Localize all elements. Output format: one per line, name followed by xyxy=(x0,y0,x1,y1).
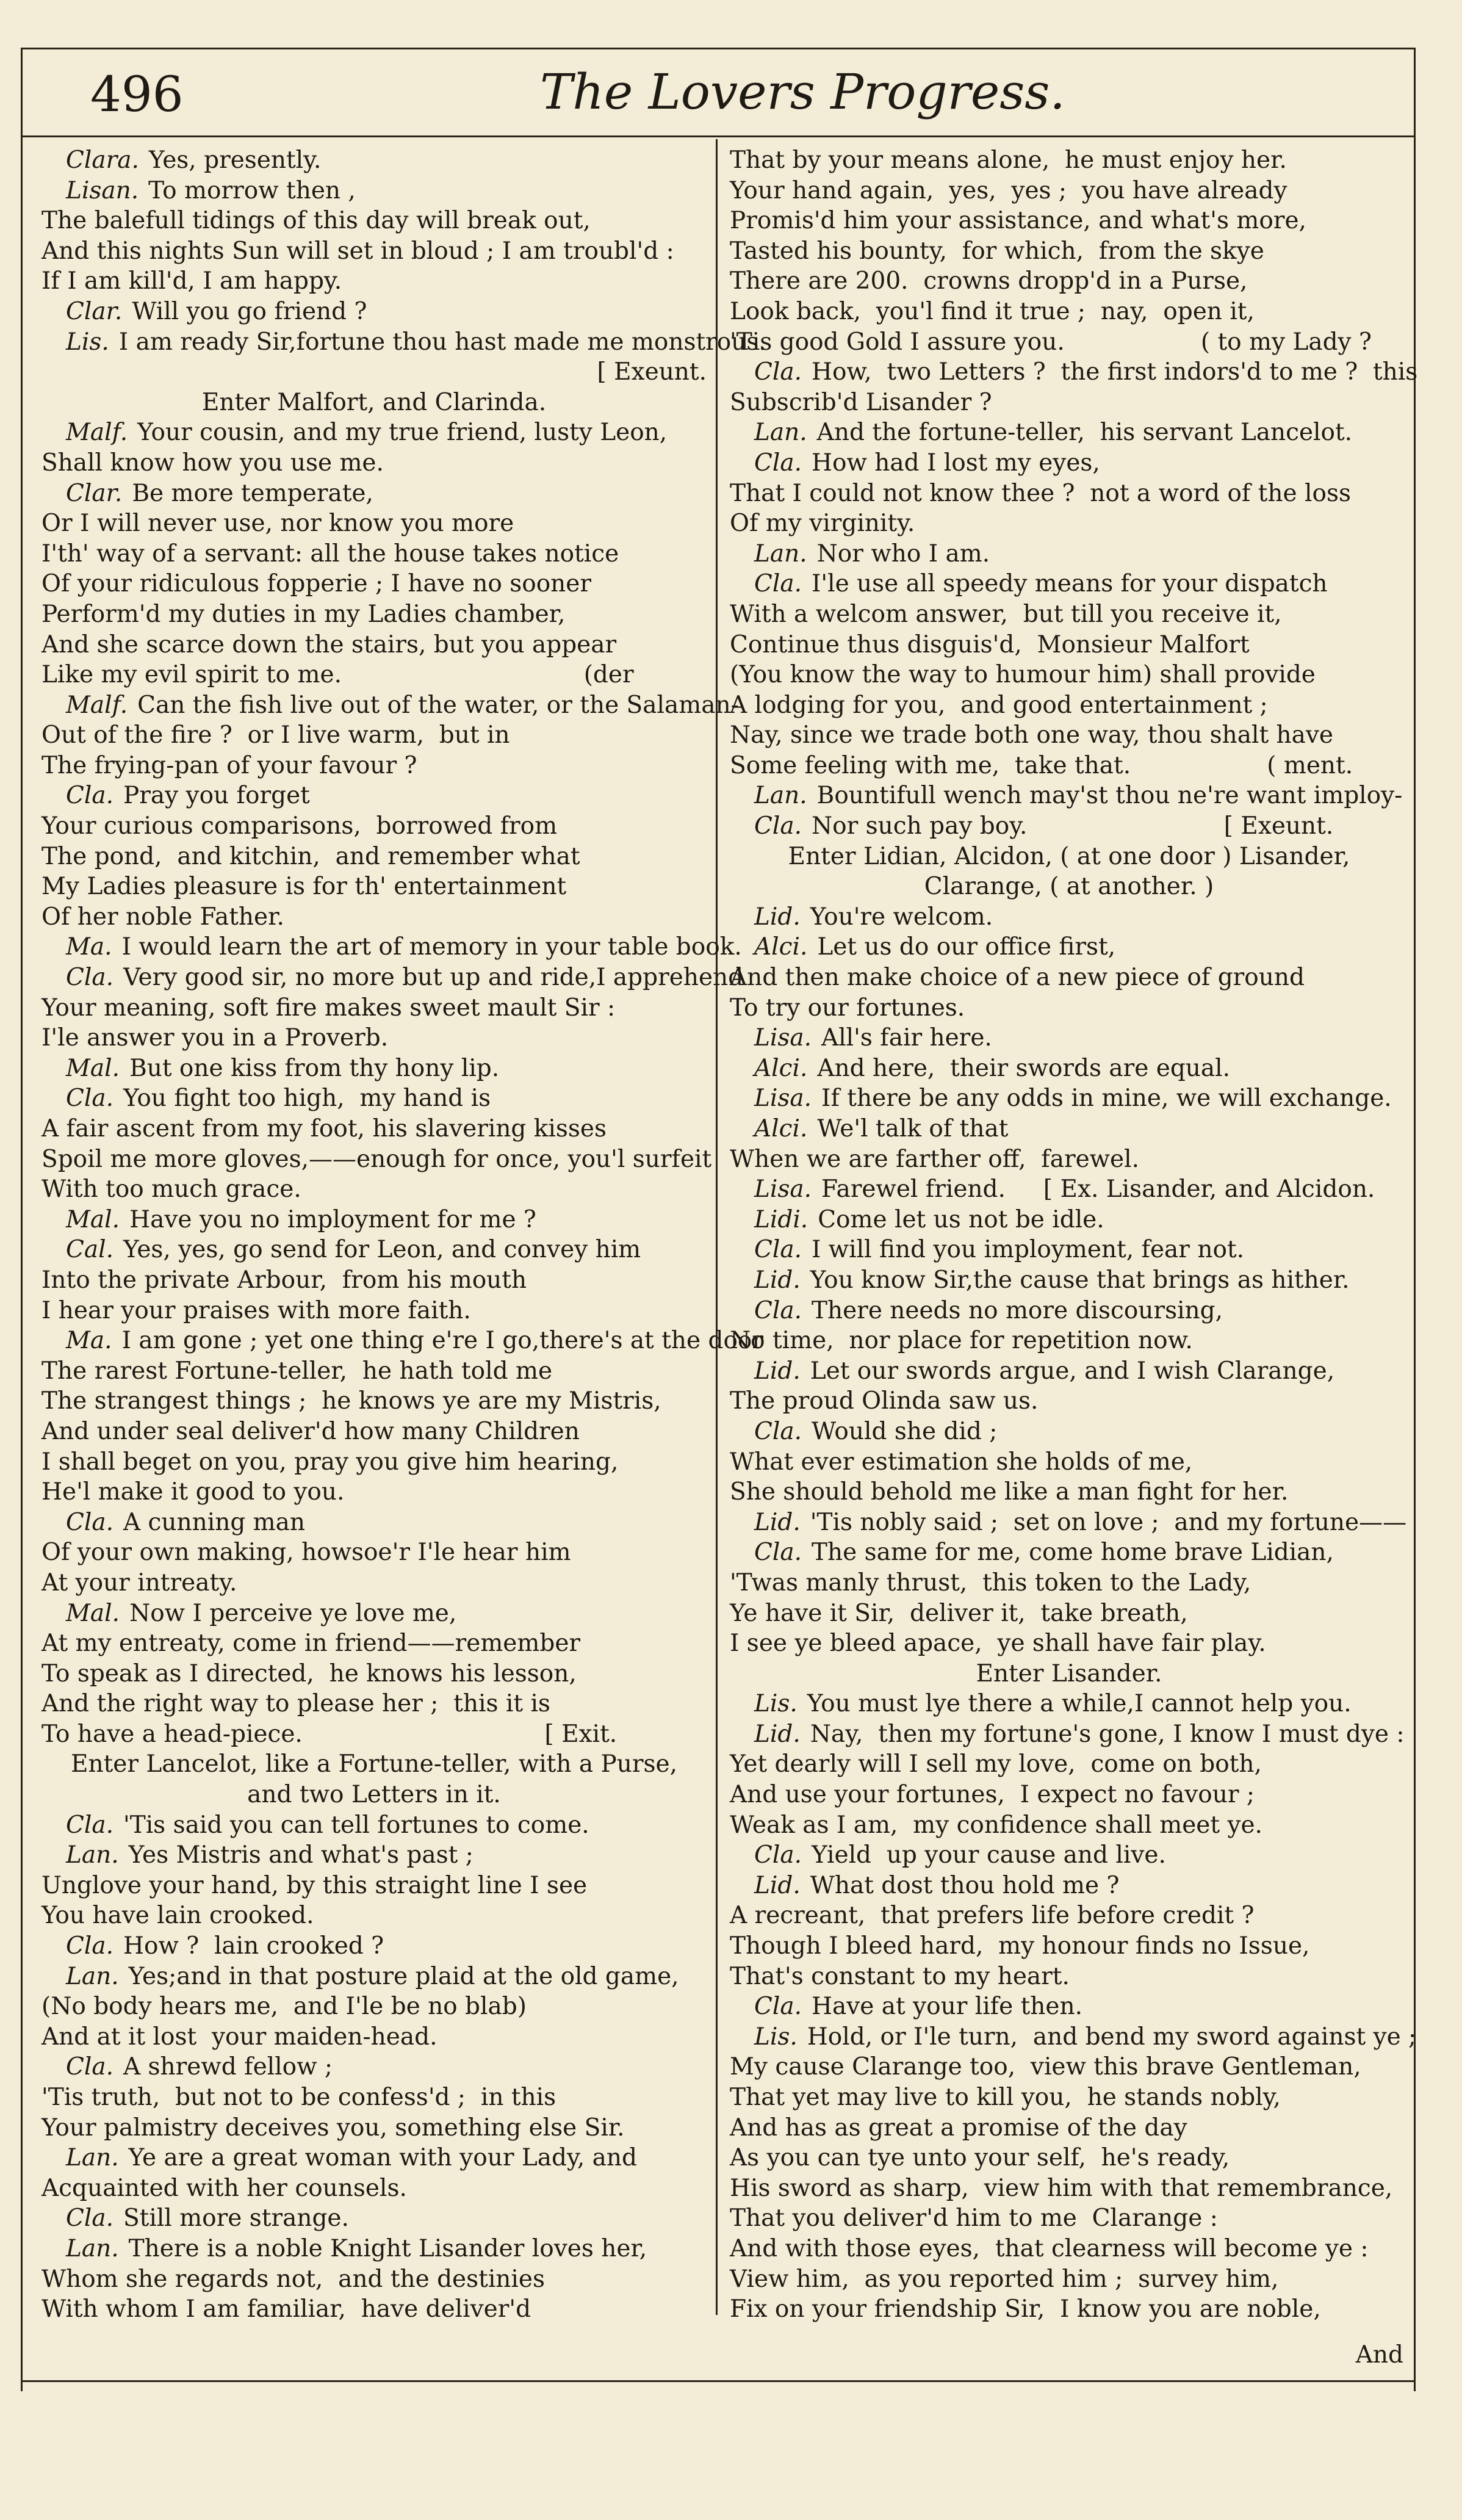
speech-line xyxy=(730,1537,1408,1568)
verse-line: Ye have it Sir, deliver it, take breath, xyxy=(730,1599,1188,1627)
speaker-name: Mal. xyxy=(66,1599,120,1627)
speech-text: And here, their swords are equal. xyxy=(817,1054,1231,1082)
speech-line xyxy=(730,1174,1408,1205)
speech-text: Nay, then my fortune's gone, I know I must dye : xyxy=(810,1720,1405,1748)
verse-line: 'Tis good Gold I assure you. ( to my Lady ? xyxy=(730,328,1372,356)
speech-text: How had I lost my eyes, xyxy=(811,449,1100,477)
speech-text: To morrow then , xyxy=(148,176,356,204)
speech-line xyxy=(730,357,1418,388)
verse-line: No time, nor place for repetition now. xyxy=(730,1327,1193,1355)
speaker-name: Lid. xyxy=(754,1357,801,1385)
speech-line xyxy=(730,902,1408,933)
speech-line xyxy=(41,1598,707,1629)
speech-line xyxy=(730,1840,1408,1871)
speech-line xyxy=(730,1235,1408,1265)
speech-text: 'Tis said you can tell fortunes to come. xyxy=(123,1811,589,1839)
verse-line: The balefull tidings of this day will break out, xyxy=(41,207,591,235)
speaker-name: Lid. xyxy=(754,1871,801,1899)
speaker-name: Alci. xyxy=(754,1115,808,1143)
speaker-name: Cla. xyxy=(754,1841,802,1869)
verse-line: At your intreaty. xyxy=(41,1569,237,1597)
speaker-name: Lan. xyxy=(754,419,807,447)
verse-line: At my entreaty, come in friend——remember xyxy=(41,1630,581,1658)
speaker-name: Cla. xyxy=(66,782,113,810)
speaker-name: Cla. xyxy=(66,964,113,992)
verse-line: Subscrib'd Lisander ? xyxy=(730,388,992,416)
speech-line xyxy=(41,1840,707,1871)
speech-line xyxy=(41,1810,707,1841)
speaker-name: Cla. xyxy=(754,1236,802,1264)
speech-text: Your cousin, and my true friend, lusty Leon, xyxy=(137,419,668,447)
speech-text: We'l talk of that xyxy=(817,1115,1009,1143)
speaker-name: Lisa. xyxy=(754,1024,812,1052)
speech-text: You fight too high, my hand is xyxy=(123,1085,491,1113)
speech-text: I am gone ; yet one thing e're I go,there's at the door xyxy=(121,1327,764,1355)
speech-line xyxy=(730,1114,1408,1144)
speech-text: Can the fish live out of the water, or the Salaman- xyxy=(137,691,739,719)
speech-line xyxy=(730,1356,1408,1387)
verse-line: That you deliver'd him to me Clarange : xyxy=(730,2204,1218,2233)
verse-line: What ever estimation she holds of me, xyxy=(730,1448,1193,1476)
speech-line xyxy=(41,2234,707,2264)
verse-line: 'Twas manly thrust, this token to the Lady, xyxy=(730,1569,1251,1597)
verse-line: Perform'd my duties in my Ladies chamber, xyxy=(41,600,566,628)
verse-line: The proud Olinda saw us. xyxy=(730,1387,1039,1415)
speech-text: I am ready Sir,fortune thou hast made me monstrous. xyxy=(118,328,766,356)
speaker-name: Lidi. xyxy=(754,1205,808,1233)
verse-line: And at it lost your maiden-head. xyxy=(41,2023,438,2051)
stage-direction: Enter Lancelot, like a Fortune-teller, with a Purse, xyxy=(70,1750,678,1778)
speaker-name: Lisa. xyxy=(754,1085,812,1113)
speech-text: If there be any odds in mine, we will exchange. xyxy=(821,1085,1392,1113)
speech-line xyxy=(41,1235,707,1265)
speech-line xyxy=(730,811,1408,842)
verse-line: A recreant, that prefers life before credit ? xyxy=(730,1902,1255,1930)
speaker-name: Lan. xyxy=(66,2144,119,2172)
verse-line: Whom she regards not, and the destinies xyxy=(41,2265,545,2293)
speech-text: I'le use all speedy means for your dispatch xyxy=(811,570,1328,598)
top-rule xyxy=(21,48,1414,49)
speech-line xyxy=(730,1689,1408,1719)
verse-line: Look back, you'l find it true ; nay, open it, xyxy=(730,297,1255,325)
verse-line: Unglove your hand, by this straight line I see xyxy=(41,1871,588,1899)
stage-direction: [ Exeunt. xyxy=(597,358,707,386)
verse-line: That by your means alone, he must enjoy her. xyxy=(730,146,1287,174)
speaker-name: Cla. xyxy=(66,1932,113,1960)
verse-line: Out of the fire ? or I live warm, but in xyxy=(41,721,510,749)
speaker-name: Mal. xyxy=(66,1054,120,1082)
speaker-name: Cla. xyxy=(754,449,802,477)
speaker-name: Cla. xyxy=(754,1539,802,1567)
speech-line xyxy=(41,690,739,721)
speech-line xyxy=(41,1053,707,1084)
verse-line: I shall beget on you, pray you give him hearing, xyxy=(41,1448,619,1476)
speech-text: Be more temperate, xyxy=(132,479,373,507)
speech-text: What dost thou hold me ? xyxy=(810,1871,1120,1899)
speech-line xyxy=(730,1507,1408,1538)
speaker-name: Alci. xyxy=(754,933,808,961)
stage-direction: Enter Lisander. xyxy=(976,1659,1162,1688)
column-divider xyxy=(716,139,718,2315)
speaker-name: Clar. xyxy=(66,297,123,325)
speaker-name: Ma. xyxy=(66,1327,112,1355)
stage-direction: Enter Lidian, Alcidon, ( at one door ) Lisander, xyxy=(788,842,1350,870)
speech-text: I would learn the art of memory in your table book. xyxy=(121,933,742,961)
speech-text: There is a noble Knight Lisander loves her, xyxy=(128,2234,647,2262)
verse-line: To have a head-piece. [ Exit. xyxy=(41,1720,618,1748)
verse-line: (No body hears me, and I'le be no blab) xyxy=(41,1993,527,2021)
speech-text: And the fortune-teller, his servant Lancelot. xyxy=(816,419,1353,447)
speaker-name: Lan. xyxy=(754,540,807,568)
verse-line: The strangest things ; he knows ye are my Mistris, xyxy=(41,1387,661,1415)
speech-line xyxy=(41,2203,707,2234)
speaker-name: Cla. xyxy=(754,1296,802,1324)
verse-line: Tasted his bounty, for which, from the skye xyxy=(730,237,1264,265)
speech-line xyxy=(41,1326,764,1356)
speech-line xyxy=(41,297,707,327)
speech-line xyxy=(730,1417,1408,1447)
right-column xyxy=(730,145,1418,2325)
speaker-name: Cla. xyxy=(66,1085,113,1113)
speech-line xyxy=(730,1719,1408,1750)
verse-line: I see ye bleed apace, ye shall have fair play. xyxy=(730,1630,1266,1658)
speech-text: How, two Letters ? the first indors'd to me ? this xyxy=(811,358,1418,386)
speaker-name: Lan. xyxy=(66,1962,119,1990)
speech-line xyxy=(730,2022,1417,2052)
verse-line: That's constant to my heart. xyxy=(730,1962,1070,1990)
speech-text: A cunning man xyxy=(123,1508,306,1536)
speech-text: Very good sir, no more but up and ride,I apprehend xyxy=(123,964,744,992)
verse-line: And this nights Sun will set in bloud ; I am troubl'd : xyxy=(41,237,674,265)
speech-text: Yes Mistris and what's past ; xyxy=(128,1841,474,1869)
verse-line: Your hand again, yes, yes ; you have already xyxy=(730,176,1287,204)
speech-line xyxy=(41,145,707,176)
verse-line: And she scarce down the stairs, but you appear xyxy=(41,630,617,659)
verse-line: To speak as I directed, he knows his lesson, xyxy=(41,1659,577,1688)
verse-line: Of your ridiculous fopperie ; I have no sooner xyxy=(41,570,592,598)
speech-line xyxy=(730,1053,1408,1084)
left-column xyxy=(41,145,766,2325)
verse-line: I hear your praises with more faith. xyxy=(41,1296,471,1324)
verse-line: Like my evil spirit to me. (der xyxy=(41,661,634,689)
speaker-name: Lid. xyxy=(754,1720,801,1748)
verse-line: Or I will never use, nor know you more xyxy=(41,510,514,538)
verse-line: That yet may live to kill you, he stands nobly, xyxy=(730,2084,1281,2111)
speech-line xyxy=(41,417,707,448)
verse-line: The frying-pan of your favour ? xyxy=(41,751,417,779)
speaker-name: Ma. xyxy=(66,933,112,961)
speech-text: There needs no more discoursing, xyxy=(811,1296,1223,1324)
speech-text: Yes, presently. xyxy=(148,146,322,174)
speech-text: Yes, yes, go send for Leon, and convey him xyxy=(123,1236,641,1264)
speech-text: You must lye there a while,I cannot help you. xyxy=(807,1690,1352,1718)
speech-line xyxy=(730,569,1408,599)
verse-line: Though I bleed hard, my honour finds no Issue, xyxy=(730,1932,1310,1960)
speech-line xyxy=(41,1507,707,1538)
speech-text: Let us do our office first, xyxy=(817,933,1116,961)
verse-line: And then make choice of a new piece of ground xyxy=(730,964,1305,992)
verse-line: You have lain crooked. xyxy=(41,1902,314,1930)
stage-direction: Enter Malfort, and Clarinda. xyxy=(201,388,547,416)
speaker-name: Lis. xyxy=(66,328,109,356)
verse-line: As you can tye unto your self, he's ready, xyxy=(730,2144,1230,2172)
speech-line xyxy=(41,962,744,993)
speaker-name: Alci. xyxy=(754,1054,808,1082)
speech-line xyxy=(730,1871,1408,1901)
verse-line: My cause Clarange too, view this brave Gentleman, xyxy=(730,2053,1361,2081)
speech-text: Now I perceive ye love me, xyxy=(129,1599,457,1627)
speech-text: Bountifull wench may'st thou ne're want imploy- xyxy=(816,782,1403,810)
verse-line: With a welcom answer, but till you receive it, xyxy=(730,600,1282,628)
speaker-name: Lan. xyxy=(754,782,807,810)
speech-text: Nor who I am. xyxy=(816,540,990,568)
speaker-name: Cla. xyxy=(66,1508,113,1536)
verse-line: (You know the way to humour him) shall provide xyxy=(730,661,1316,689)
verse-line: Of her noble Father. xyxy=(41,903,284,931)
speaker-name: Cla. xyxy=(66,2053,113,2081)
speech-text: Have at your life then. xyxy=(811,1993,1082,2021)
speech-text: Yield up your cause and live. xyxy=(811,1841,1166,1869)
verse-line: Continue thus disguis'd, Monsieur Malfort xyxy=(730,630,1250,659)
speech-line xyxy=(730,1083,1408,1114)
verse-line: Of your own making, howsoe'r I'le hear him xyxy=(41,1539,571,1567)
verse-line: And use your fortunes, I expect no favour ; xyxy=(730,1781,1255,1809)
verse-line: Spoil me more gloves,——enough for once, you'l surfeit xyxy=(41,1145,712,1173)
verse-line: Into the private Arbour, from his mouth xyxy=(41,1266,527,1294)
catchword: And xyxy=(1355,2341,1403,2369)
speech-line xyxy=(730,417,1408,448)
verse-line: Yet dearly will I sell my love, come on both, xyxy=(730,1750,1262,1778)
speech-line xyxy=(41,2143,707,2173)
verse-line: Some feeling with me, take that. ( ment. xyxy=(730,751,1353,779)
stage-direction: Clarange, ( at another. ) xyxy=(924,873,1214,901)
speech-line xyxy=(730,1205,1408,1235)
verse-line: And the right way to please her ; this it is xyxy=(41,1690,550,1718)
speaker-name: Lis. xyxy=(754,1690,798,1718)
speech-line xyxy=(730,1265,1408,1296)
speaker-name: Lisa. xyxy=(754,1175,812,1204)
speech-line xyxy=(730,1296,1408,1326)
verse-line: And has as great a promise of the day xyxy=(730,2114,1187,2142)
verse-line: Your curious comparisons, borrowed from xyxy=(41,812,558,840)
verse-line: A lodging for you, and good entertainment ; xyxy=(730,691,1268,719)
page-number: 496 xyxy=(90,66,184,123)
verse-line: The rarest Fortune-teller, he hath told me xyxy=(41,1357,553,1385)
speech-line xyxy=(41,1083,707,1114)
speaker-name: Clara. xyxy=(66,146,139,174)
speech-line xyxy=(41,176,707,206)
speaker-name: Cal. xyxy=(66,1236,113,1264)
verse-line: Your meaning, soft fire makes sweet mault Sir : xyxy=(41,994,616,1022)
speech-line xyxy=(41,781,707,811)
speaker-name: Lan. xyxy=(66,2234,119,2262)
speech-text: The same for me, come home brave Lidian, xyxy=(811,1539,1334,1567)
verse-line: Shall know how you use me. xyxy=(41,449,384,477)
speech-line xyxy=(41,1205,707,1235)
verse-line: With too much grace. xyxy=(41,1175,301,1204)
speech-line xyxy=(41,1931,707,1962)
verse-line: There are 200. crowns dropp'd in a Purse, xyxy=(730,267,1248,295)
speaker-name: Lisan. xyxy=(66,176,139,204)
speaker-name: Lid. xyxy=(754,903,801,931)
speech-text: 'Tis nobly said ; set on love ; and my fortune—— xyxy=(810,1508,1407,1536)
speech-text: I will find you imployment, fear not. xyxy=(811,1236,1245,1264)
verse-line: My Ladies pleasure is for th' entertainment xyxy=(41,873,567,901)
verse-line: Fix on your friendship Sir, I know you are noble, xyxy=(730,2295,1321,2323)
verse-line: If I am kill'd, I am happy. xyxy=(41,267,342,295)
speech-line xyxy=(730,1023,1408,1053)
bottom-rule xyxy=(21,2380,1414,2382)
speech-text: Still more strange. xyxy=(123,2204,349,2233)
speech-line xyxy=(41,932,742,962)
speaker-name: Cla. xyxy=(66,1811,113,1839)
speech-text: Pray you forget xyxy=(123,782,310,810)
verse-line: To try our fortunes. xyxy=(730,994,965,1022)
verse-line: That I could not know thee ? not a word of the loss xyxy=(730,479,1351,507)
speech-line xyxy=(41,1962,707,1992)
speech-text: Come let us not be idle. xyxy=(818,1205,1104,1233)
verse-line: When we are farther off, farewel. xyxy=(730,1145,1139,1173)
speech-text: How ? lain crooked ? xyxy=(123,1932,384,1960)
speech-text: Let our swords argue, and I wish Clarange, xyxy=(810,1357,1335,1385)
speaker-name: Lis. xyxy=(754,2023,798,2051)
speaker-name: Malf. xyxy=(66,691,128,719)
speech-text: You know Sir,the cause that brings as hither. xyxy=(810,1266,1350,1294)
verse-line: I'le answer you in a Proverb. xyxy=(41,1024,389,1052)
verse-line: Of my virginity. xyxy=(730,510,915,538)
stage-direction: and two Letters in it. xyxy=(247,1781,501,1809)
speech-line xyxy=(41,327,766,358)
speech-line xyxy=(730,448,1408,478)
speaker-name: Lid. xyxy=(754,1508,801,1536)
speech-line xyxy=(41,478,707,509)
verse-line: Nay, since we trade both one way, thou shalt have xyxy=(730,721,1333,749)
speaker-name: Lid. xyxy=(754,1266,801,1294)
speaker-name: Cla. xyxy=(754,812,802,840)
header-rule xyxy=(21,135,1414,137)
verse-line: She should behold me like a man fight for her. xyxy=(730,1478,1289,1506)
speech-text: Hold, or I'le turn, and bend my sword against ye ; xyxy=(807,2023,1417,2051)
speech-text: You're welcom. xyxy=(810,903,993,931)
speech-text: Farewel friend. [ Ex. Lisander, and Alcidon. xyxy=(821,1175,1375,1204)
verse-line: 'Tis truth, but not to be confess'd ; in this xyxy=(41,2084,556,2111)
speech-text: All's fair here. xyxy=(821,1024,992,1052)
speaker-name: Malf. xyxy=(66,419,128,447)
verse-line: And with those eyes, that clearness will become ye : xyxy=(730,2234,1369,2262)
speech-line xyxy=(730,539,1408,569)
speech-line xyxy=(730,781,1408,811)
verse-line: Acquainted with her counsels. xyxy=(41,2174,407,2202)
verse-line: Weak as I am, my confidence shall meet ye. xyxy=(730,1811,1262,1839)
speech-text: Nor such pay boy. [ Exeunt. xyxy=(811,812,1334,840)
verse-line: He'l make it good to you. xyxy=(41,1478,345,1506)
speaker-name: Mal. xyxy=(66,1205,120,1233)
verse-line: His sword as sharp, view him with that remembrance, xyxy=(730,2174,1393,2202)
speech-text: Ye are a great woman with your Lady, and xyxy=(128,2144,637,2172)
running-title: The Lovers Progress. xyxy=(540,63,1065,120)
speaker-name: Cla. xyxy=(754,570,802,598)
verse-line: Your palmistry deceives you, something else Sir. xyxy=(41,2114,625,2142)
speech-line xyxy=(730,932,1408,962)
speech-line xyxy=(41,2052,707,2082)
verse-line: With whom I am familiar, have deliver'd xyxy=(41,2295,531,2323)
speech-text: Have you no imployment for me ? xyxy=(129,1205,536,1233)
verse-line: I'th' way of a servant: all the house takes notice xyxy=(41,540,619,568)
speaker-name: Cla. xyxy=(754,1993,802,2021)
speaker-name: Cla. xyxy=(66,2204,113,2233)
speech-line xyxy=(730,1991,1408,2022)
verse-line: A fair ascent from my foot, his slavering kisses xyxy=(41,1115,607,1143)
verse-line: Promis'd him your assistance, and what's more, xyxy=(730,207,1306,235)
verse-line: And under seal deliver'd how many Children xyxy=(41,1417,580,1445)
verse-line: The pond, and kitchin, and remember what xyxy=(41,842,580,870)
speech-text: Would she did ; xyxy=(811,1417,998,1445)
verse-line: View him, as you reported him ; survey him, xyxy=(730,2265,1279,2293)
speaker-name: Clar. xyxy=(66,479,123,507)
speaker-name: Lan. xyxy=(66,1841,119,1869)
speech-text: Will you go friend ? xyxy=(132,297,367,325)
speaker-name: Cla. xyxy=(754,358,802,386)
speech-text: A shrewd fellow ; xyxy=(123,2053,333,2081)
speaker-name: Cla. xyxy=(754,1417,802,1445)
speech-text: But one kiss from thy hony lip. xyxy=(129,1054,500,1082)
speech-text: Yes;and in that posture plaid at the old game, xyxy=(128,1962,679,1990)
